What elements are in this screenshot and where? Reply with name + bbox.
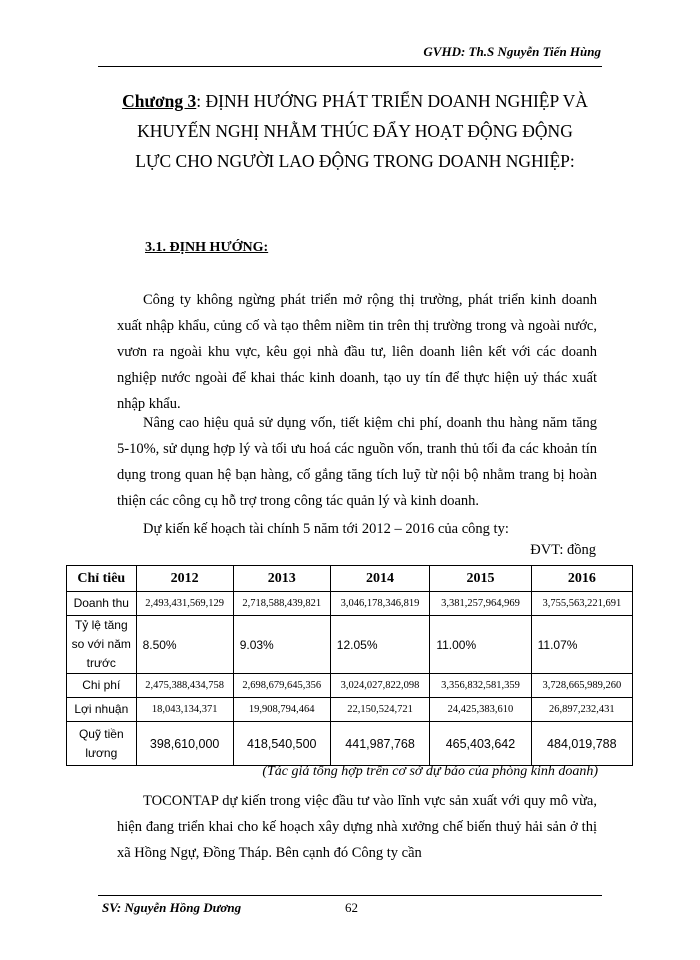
table-cell: 3,755,563,221,691	[531, 592, 632, 616]
table-row	[67, 674, 633, 698]
table-cell: 2,493,431,569,129	[136, 592, 233, 616]
unit-label: ĐVT: đồng	[530, 542, 596, 558]
header-cell: 2012	[136, 566, 233, 592]
paragraph-3: Dự kiến kế hoạch tài chính 5 năm tới 2012 – 2016 của công ty:	[143, 521, 509, 537]
table-cell: 441,987,768	[330, 722, 430, 766]
table-cell: 3,046,178,346,819	[330, 592, 430, 616]
table-cell: 2,698,679,645,356	[233, 674, 330, 698]
financial-plan-table	[66, 565, 633, 766]
table-header-row	[67, 566, 633, 592]
header-cell: 2014	[330, 566, 430, 592]
chapter-title	[120, 86, 590, 176]
section-title: 3.1. ĐỊNH HƯỚNG:	[145, 240, 269, 255]
footer-student: SV: Nguyễn Hồng Dương	[102, 900, 242, 915]
table-row	[67, 722, 633, 766]
table-cell: 26,897,232,431	[531, 698, 632, 722]
header-cell: 2016	[531, 566, 632, 592]
table-cell: 398,610,000	[136, 722, 233, 766]
chapter-title-text: : ĐỊNH HƯỚNG PHÁT TRIỂN DOANH NGHIỆP VÀ KHUYẾN NGHỊ NHẰM THÚC ĐẨY HOẠT ĐỘNG ĐỘNG LỰC CHO NGƯỜI LAO ĐỘNG TRONG DOANH NGHIỆP:	[135, 91, 588, 171]
table-cell: 484,019,788	[531, 722, 632, 766]
paragraph-2: Nâng cao hiệu quả sử dụng vốn, tiết kiệm chi phí, doanh thu hàng năm tăng 5-10%, sử dụng hợp lý và tối ưu hoá các nguồn vốn, tranh thủ tối đa các khoản tín dụng trong quan hệ bạn hàng, cố gắng tăng tích luỹ từ nội bộ nhằm trang bị hoàn thiện các công cụ hỗ trợ trong công tác quản lý và kinh doanh.	[117, 415, 597, 509]
chapter-prefix: Chương 3	[122, 91, 197, 111]
table-cell: 465,403,642	[430, 722, 531, 766]
table-cell: 9.03%	[233, 616, 330, 674]
header-divider	[98, 66, 602, 67]
header-cell: 2015	[430, 566, 531, 592]
row-label: Lợi nhuận	[67, 698, 137, 722]
table-cell: 3,356,832,581,359	[430, 674, 531, 698]
header-cell: 2013	[233, 566, 330, 592]
table-cell: 2,718,588,439,821	[233, 592, 330, 616]
row-label: Doanh thu	[67, 592, 137, 616]
page-number: 62	[345, 900, 358, 915]
footer-divider	[98, 895, 602, 896]
table-cell: 19,908,794,464	[233, 698, 330, 722]
table-cell: 3,728,665,989,260	[531, 674, 632, 698]
row-label: Chi phí	[67, 674, 137, 698]
table-cell: 22,150,524,721	[330, 698, 430, 722]
row-label: Tỷ lệ tăng so với năm trước	[67, 616, 137, 674]
table-cell: 24,425,383,610	[430, 698, 531, 722]
header-cell: Chỉ tiêu	[67, 566, 137, 592]
row-label: Quỹ tiền lương	[67, 722, 137, 766]
table-cell: 3,024,027,822,098	[330, 674, 430, 698]
table-cell: 18,043,134,371	[136, 698, 233, 722]
table-cell: 11.07%	[531, 616, 632, 674]
table-cell: 12.05%	[330, 616, 430, 674]
table-row	[67, 698, 633, 722]
table-cell: 418,540,500	[233, 722, 330, 766]
table-cell: 3,381,257,964,969	[430, 592, 531, 616]
table-cell: 8.50%	[136, 616, 233, 674]
paragraph-1: Công ty không ngừng phát triển mở rộng thị trường, phát triển kinh doanh xuất nhập khẩu, củng cố và tạo thêm niềm tin trên thị trường trong và ngoài nước, vươn ra ngoài khu vực, kêu gọi nhà đầu tư, liên doanh liên kết với các doanh nghiệp nước ngoài để khai thác kinh doanh, tạo uy tín để thực hiện uỷ thác xuất nhập khẩu.	[117, 292, 597, 412]
table-cell: 2,475,388,434,758	[136, 674, 233, 698]
header-advisor: GVHD: Th.S Nguyễn Tiến Hùng	[423, 44, 601, 59]
table-cell: 11.00%	[430, 616, 531, 674]
table-row	[67, 616, 633, 674]
source-note: (Tác giả tổng hợp trên cơ sở dự báo của phòng kinh doanh)	[262, 764, 598, 779]
paragraph-4: TOCONTAP dự kiến trong việc đầu tư vào lĩnh vực sản xuất với quy mô vừa, hiện đang triển khai cho kế hoạch xây dựng nhà xưởng chế biến thuỷ hải sản ở thị xã Hồng Ngự, Đồng Tháp. Bên cạnh đó Công ty cần	[117, 793, 597, 861]
table-row	[67, 592, 633, 616]
